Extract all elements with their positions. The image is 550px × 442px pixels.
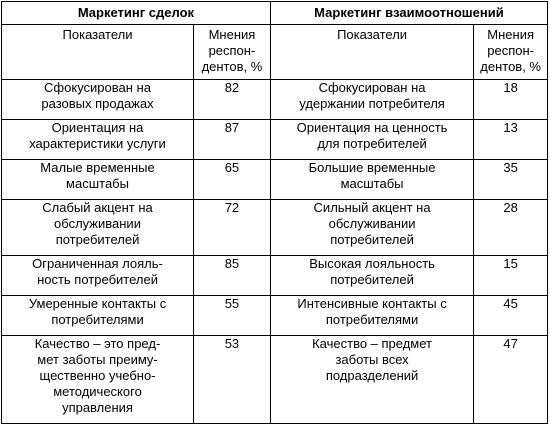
indicator-right: Сфокусирован на удержании потребителя [270, 80, 473, 120]
section-title-transaction-marketing: Маркетинг сделок [2, 2, 271, 25]
comparison-table-wrapper [1, 1, 548, 424]
table-row [2, 336, 548, 424]
column-header-row [2, 25, 548, 80]
section-title-relationship-marketing: Маркетинг взаимоотношений [270, 2, 547, 25]
percent-right: 47 [474, 336, 548, 424]
table-row [2, 120, 548, 160]
indicator-right: Большие временные масштабы [270, 160, 473, 200]
percent-left: 85 [194, 256, 271, 296]
indicator-left: Слабый акцент на обслуживании потребителей [2, 200, 194, 256]
percent-right: 15 [474, 256, 548, 296]
indicator-left: Ориентация на характеристики услуги [2, 120, 194, 160]
indicator-left: Качество – это пред- мет заботы преиму- щественно учебно- методического управления [2, 336, 194, 424]
indicator-right: Ориентация на ценность для потребителей [270, 120, 473, 160]
column-header-indicators-right: Показатели [270, 25, 473, 80]
column-header-opinions-right: Мнения респон- дентов, % [474, 25, 548, 80]
indicator-left: Ограниченная лояль- ность потребителей [2, 256, 194, 296]
percent-left: 87 [194, 120, 271, 160]
percent-right: 45 [474, 296, 548, 336]
table-body [2, 80, 548, 424]
section-header-row [2, 2, 548, 25]
table-row [2, 200, 548, 256]
indicator-right: Интенсивные контакты с потребителями [270, 296, 473, 336]
table-row [2, 80, 548, 120]
percent-left: 53 [194, 336, 271, 424]
percent-right: 35 [474, 160, 548, 200]
column-header-indicators-left: Показатели [2, 25, 194, 80]
table-row [2, 160, 548, 200]
percent-right: 13 [474, 120, 548, 160]
indicator-right: Качество – предмет заботы всех подразделений [270, 336, 473, 424]
percent-left: 82 [194, 80, 271, 120]
table-row [2, 296, 548, 336]
percent-left: 72 [194, 200, 271, 256]
indicator-left: Умеренные контакты с потребителями [2, 296, 194, 336]
column-header-opinions-left: Мнения респон- дентов, % [194, 25, 271, 80]
percent-left: 55 [194, 296, 271, 336]
marketing-comparison-table [1, 1, 548, 424]
percent-right: 18 [474, 80, 548, 120]
indicator-left: Малые временные масштабы [2, 160, 194, 200]
indicator-right: Высокая лояльность потребителей [270, 256, 473, 296]
indicator-left: Сфокусирован на разовых продажах [2, 80, 194, 120]
percent-right: 28 [474, 200, 548, 256]
table-row [2, 256, 548, 296]
percent-left: 65 [194, 160, 271, 200]
indicator-right: Сильный акцент на обслуживании потребителей [270, 200, 473, 256]
